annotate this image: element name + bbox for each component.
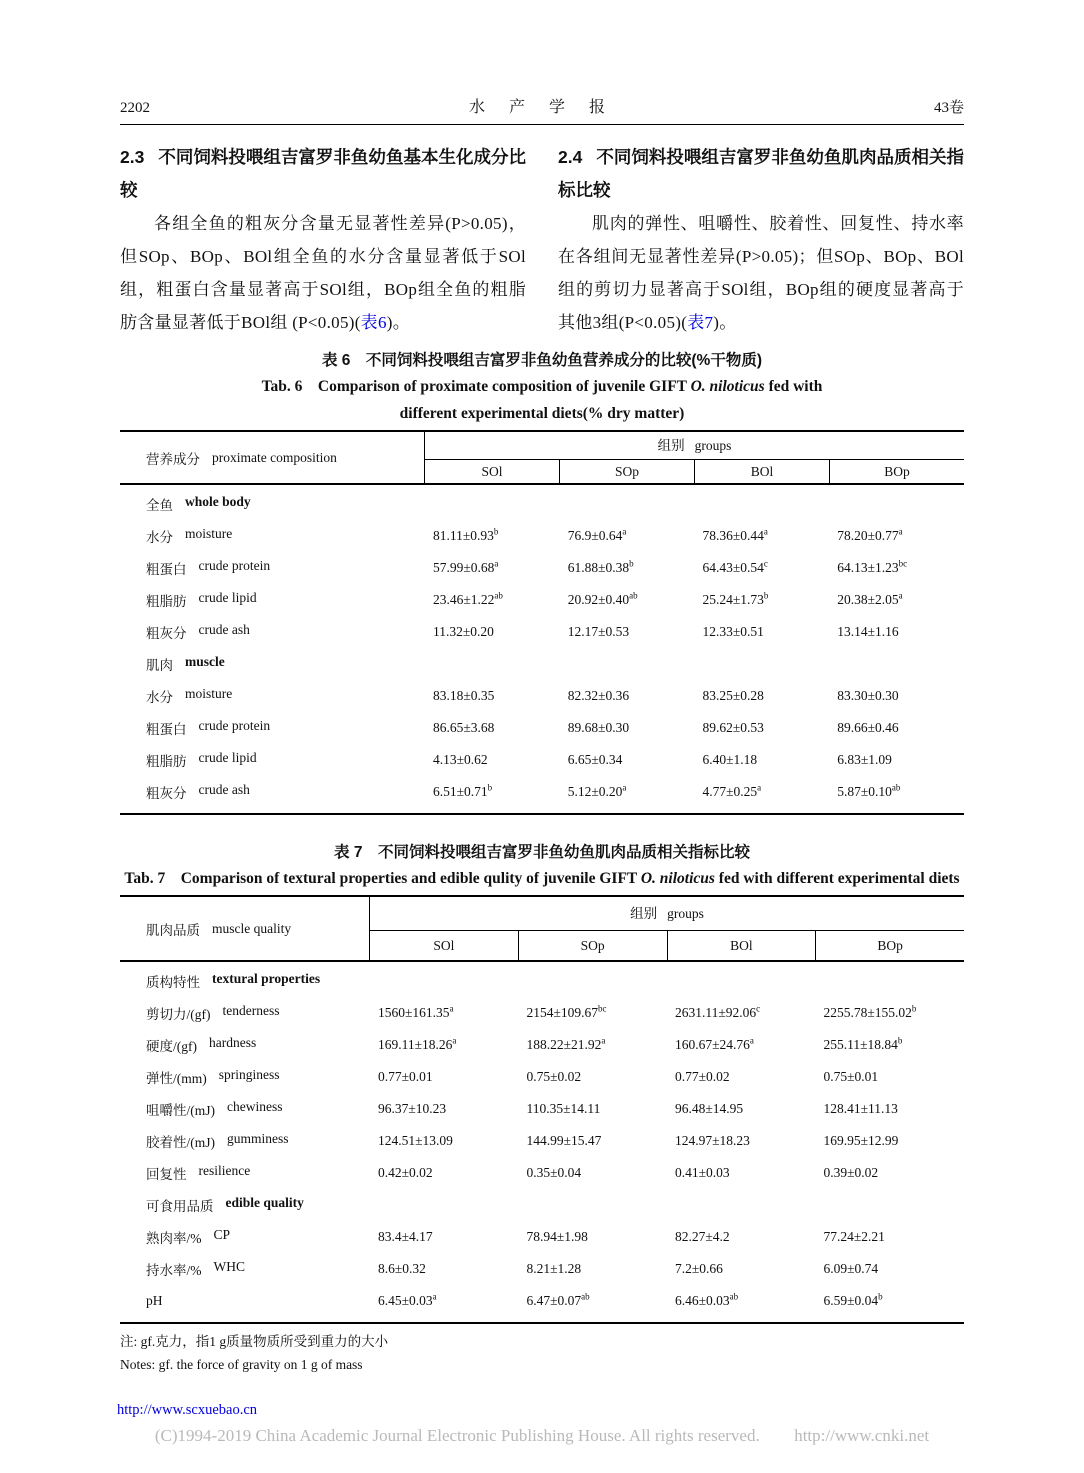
column-header: SOp (518, 931, 667, 960)
row-label (120, 1003, 370, 1023)
cell-value: 96.37±10.23 (378, 1101, 447, 1116)
cell-value: 11.32±0.20 (433, 624, 494, 639)
groups-label-zh: 组别 (630, 906, 658, 921)
table-section-row (120, 488, 964, 520)
row-label (120, 1131, 370, 1151)
row-label (120, 494, 425, 514)
row-label-en: crude lipid (198, 750, 257, 765)
table-row (120, 1061, 964, 1093)
cell-value: 78.94±1.98 (526, 1229, 588, 1244)
table7-body (120, 962, 964, 1324)
section-title: 不同饲料投喂组吉富罗非鱼幼鱼基本生化成分比较 (120, 147, 526, 200)
cell-value: 0.39±0.02 (823, 1165, 879, 1180)
species-name: O. niloticus (690, 378, 765, 395)
row-label (120, 750, 425, 770)
cell-value: 76.9±0.64$^a$ (567, 526, 627, 543)
stub-label-zh: 营养成分 (146, 451, 200, 467)
section-title: 不同饲料投喂组吉富罗非鱼幼鱼肌肉品质相关指标比较 (558, 147, 964, 200)
cell-value: 64.13±1.23$^{bc}$ (837, 558, 908, 575)
cell-value: 110.35±14.11 (526, 1101, 601, 1116)
column-header: BOp (815, 931, 964, 960)
cell-value: 2255.78±155.02$^b$ (823, 1003, 917, 1020)
section-2-4-paragraph (558, 207, 964, 339)
table-row (120, 776, 964, 808)
cell-value: 23.46±1.22$^{ab}$ (433, 590, 503, 607)
stub-label-en: proximate composition (212, 449, 337, 465)
row-label (120, 1035, 370, 1055)
cell-value: 57.99±0.68$^a$ (433, 558, 499, 575)
row-label (120, 654, 425, 674)
cell-value: 0.77±0.02 (675, 1069, 730, 1084)
section-number: 2.4 (558, 147, 583, 167)
cell-value: 83.30±0.30 (837, 688, 899, 703)
column-header: SOp (559, 460, 694, 483)
cell-value: 0.75±0.02 (526, 1069, 582, 1084)
row-label (120, 718, 425, 738)
cell-value: 83.25±0.28 (702, 688, 764, 703)
table6-column-headers (425, 460, 964, 483)
section-2-3-paragraph (120, 207, 526, 339)
table-row (120, 712, 964, 744)
row-label (120, 590, 425, 610)
table7 (120, 895, 964, 1324)
table-section-row (120, 648, 964, 680)
title-text: Tab. 6 Comparison of proximate composition of juvenile GIFT (261, 378, 691, 395)
row-label-zh: 粗脂肪 (146, 594, 187, 609)
row-label-en: moisture (185, 686, 233, 701)
cell-value: 0.35±0.04 (526, 1165, 582, 1180)
row-label-zh: 水分 (146, 530, 173, 545)
paragraph-text: 肌肉的弹性、咀嚼性、胶着性、回复性、持水率在各组间无显著性差异(P>0.05)；但SOp、BOp、BOl组的剪切力显著高于SOl组，BOp组的硬度显著高于其他3组(P<0.05)( (558, 214, 964, 332)
cell-value: 6.47±0.07$^{ab}$ (526, 1291, 590, 1308)
cell-value: 2631.11±92.06$^c$ (675, 1003, 761, 1020)
table7-crossref-link[interactable]: 表7 (687, 313, 714, 332)
row-label-zh: 可食用品质 (146, 1199, 214, 1214)
cell-value: 20.92±0.40$^{ab}$ (567, 590, 638, 607)
cell-value: 89.68±0.30 (567, 720, 630, 735)
cnki-link[interactable]: http://www.cnki.net (794, 1426, 930, 1445)
cell-value: 61.88±0.38$^b$ (567, 558, 634, 575)
cell-value: 0.41±0.03 (675, 1165, 730, 1180)
cell-value: 6.40±1.18 (702, 752, 758, 767)
cell-value: 81.11±0.93$^b$ (433, 526, 499, 543)
table-row (120, 552, 964, 584)
row-label-en: resilience (198, 1163, 251, 1178)
table6-groups-header (425, 432, 964, 460)
row-label-en: textural properties (212, 971, 321, 986)
paragraph-text: )。 (386, 313, 411, 332)
section-heading-2-3 (120, 141, 526, 207)
row-label-en: WHC (213, 1259, 245, 1274)
row-label-en: whole body (185, 494, 251, 509)
table-row (120, 1157, 964, 1189)
table-row (120, 744, 964, 776)
cell-value: 5.12±0.20$^a$ (567, 782, 627, 799)
cell-value: 96.48±14.95 (675, 1101, 744, 1116)
cell-value: 124.97±18.23 (675, 1133, 750, 1148)
table-row (120, 1253, 964, 1285)
copyright-line (0, 1426, 1084, 1446)
column-header: SOl (433, 938, 455, 953)
cell-value: 89.62±0.53 (702, 720, 764, 735)
table6 (120, 430, 964, 815)
volume-label: 43卷 (933, 100, 964, 116)
cell-value: 7.2±0.66 (675, 1261, 723, 1276)
row-label-en: crude protein (198, 558, 271, 573)
table-row (120, 520, 964, 552)
row-label-en: springiness (218, 1067, 280, 1082)
row-label-zh: 回复性 (146, 1167, 187, 1182)
table7-notes (120, 1330, 964, 1376)
cell-value: 77.24±2.21 (823, 1229, 885, 1244)
row-label-zh: 粗蛋白 (146, 722, 187, 737)
groups-label-en: groups (667, 906, 704, 921)
row-label-zh: 剪切力/(gf) (146, 1007, 211, 1022)
cell-value: 6.65±0.34 (567, 752, 623, 767)
running-head (120, 94, 964, 125)
table-row (120, 1093, 964, 1125)
row-label-en: tenderness (222, 1003, 280, 1018)
table7-groups-header (370, 897, 964, 931)
table6-title-en-line1 (120, 373, 964, 400)
cell-value: 6.83±1.09 (837, 752, 892, 767)
cell-value: 12.17±0.53 (567, 624, 630, 639)
cell-value: 160.67±24.76$^a$ (675, 1035, 754, 1052)
row-label-zh: 粗灰分 (146, 626, 187, 641)
cell-value: 6.46±0.03$^{ab}$ (675, 1291, 739, 1308)
cell-value: 82.27±4.2 (675, 1229, 730, 1244)
groups-label-zh: 组别 (657, 438, 685, 453)
row-label (120, 1227, 370, 1247)
table-row (120, 997, 964, 1029)
cell-value: 12.33±0.51 (702, 624, 764, 639)
cell-value: 4.77±0.25$^a$ (702, 782, 762, 799)
table6-crossref-link[interactable]: 表6 (360, 313, 387, 332)
cell-value: 64.43±0.54$^c$ (702, 558, 768, 575)
cell-value: 4.13±0.62 (433, 752, 488, 767)
page-number: 2202 (120, 100, 150, 116)
row-label-en: gumminess (227, 1131, 289, 1146)
table7-column-headers (370, 931, 964, 960)
table6-title-zh: 表 6 不同饲料投喂组吉富罗非鱼幼鱼营养成分的比较(%干物质) (321, 352, 763, 369)
column-header: BOl (694, 460, 829, 483)
row-label-zh: 硬度/(gf) (146, 1039, 197, 1054)
row-label (120, 1163, 370, 1183)
row-label-zh: 全鱼 (146, 498, 173, 513)
cell-value: 20.38±2.05$^a$ (837, 590, 903, 607)
cell-value: 78.20±0.77$^a$ (837, 526, 903, 543)
row-label (120, 1099, 370, 1119)
row-label-zh: pH (146, 1293, 163, 1308)
cell-value: 83.4±4.17 (378, 1229, 433, 1244)
table-row (120, 584, 964, 616)
cell-value: 188.22±21.92$^a$ (526, 1035, 606, 1052)
cell-value: 78.36±0.44$^a$ (702, 526, 768, 543)
row-label-zh: 弹性/(mm) (146, 1071, 207, 1086)
species-name: O. niloticus (640, 870, 715, 887)
row-label (120, 1293, 370, 1309)
cell-value: 169.95±12.99 (823, 1133, 899, 1148)
row-label-en: crude ash (198, 622, 250, 637)
paragraph-text: 各组全鱼的粗灰分含量无显著性差异(P>0.05)，但SOp、BOp、BOl组全鱼的水分含量显著低于SOl组，粗蛋白含量显著高于SOl组，BOp组全鱼的粗脂肪含量显著低于BOl组 (P<0.05)( (120, 214, 526, 332)
cell-value: 128.41±11.13 (823, 1101, 898, 1116)
row-label (120, 1259, 370, 1279)
cell-value: 255.11±18.84$^b$ (823, 1035, 903, 1052)
cell-value: 89.66±0.46 (837, 720, 899, 735)
right-column (558, 141, 964, 339)
cell-value: 6.45±0.03$^a$ (378, 1291, 437, 1308)
cell-value: 8.6±0.32 (378, 1261, 426, 1276)
table6-body (120, 485, 964, 815)
cell-value: 1560±161.35$^a$ (378, 1003, 454, 1020)
groups-label-en: groups (694, 438, 732, 453)
stub-label-zh: 肌肉品质 (146, 922, 200, 938)
cell-value: 144.99±15.47 (526, 1133, 602, 1148)
table-row (120, 1125, 964, 1157)
table-row (120, 616, 964, 648)
table6-title-en-line2: different experimental diets(% dry matter) (399, 405, 685, 422)
row-label (120, 622, 425, 642)
table-row (120, 680, 964, 712)
row-label-zh: 胶着性/(mJ) (146, 1135, 215, 1150)
row-label-zh: 粗蛋白 (146, 562, 187, 577)
row-label-en: crude ash (198, 782, 250, 797)
section-heading-2-4 (558, 141, 964, 207)
section-number: 2.3 (120, 147, 145, 167)
column-header: BOl (667, 931, 816, 960)
cell-value: 8.21±1.28 (526, 1261, 582, 1276)
cell-value: 0.42±0.02 (378, 1165, 433, 1180)
table7-stub-header (120, 897, 370, 960)
journal-title: 水 产 学 报 (468, 99, 615, 116)
paragraph-text: )。 (713, 313, 737, 332)
cell-value: 6.59±0.04$^b$ (823, 1291, 883, 1308)
row-label-zh: 肌肉 (146, 658, 173, 673)
table6-header (120, 430, 964, 485)
column-header: BOp (829, 460, 964, 483)
column-header: SOl (481, 464, 503, 479)
row-label-zh: 咀嚼性/(mJ) (146, 1103, 215, 1118)
row-label-en: crude protein (198, 718, 271, 733)
table7-header (120, 895, 964, 962)
table-row (120, 1029, 964, 1061)
scxuebao-link[interactable]: http://www.scxuebao.cn (117, 1402, 258, 1418)
cell-value: 82.32±0.36 (567, 688, 630, 703)
table-section-row (120, 965, 964, 997)
title-text: Tab. 7 Comparison of textural properties and edible qulity of juvenile GIFT (124, 870, 641, 887)
cell-value: 2154±109.67$^{bc}$ (526, 1003, 607, 1020)
row-label (120, 782, 425, 802)
row-label-zh: 熟肉率/% (146, 1231, 202, 1246)
table7-title-en (120, 865, 964, 892)
row-label-en: CP (213, 1227, 231, 1242)
cell-value: 0.77±0.01 (378, 1069, 433, 1084)
title-text: fed with different experimental diets (714, 870, 960, 887)
row-label-en: moisture (185, 526, 233, 541)
row-label (120, 1195, 370, 1215)
row-label-en: muscle (185, 654, 225, 669)
cell-value: 13.14±1.16 (837, 624, 899, 639)
two-column-body (120, 141, 964, 339)
cell-value: 6.09±0.74 (823, 1261, 879, 1276)
table-section-row (120, 1189, 964, 1221)
row-label-zh: 粗灰分 (146, 786, 187, 801)
row-label-zh: 质构特性 (146, 975, 200, 990)
table6-stub-header (120, 432, 425, 483)
cell-value: 0.75±0.01 (823, 1069, 879, 1084)
cell-value: 5.87±0.10$^{ab}$ (837, 782, 901, 799)
row-label-zh: 水分 (146, 690, 173, 705)
note-zh: 注: gf.克力，指1 g质量物质所受到重力的大小 (120, 1334, 389, 1349)
table-row (120, 1221, 964, 1253)
row-label-en: edible quality (225, 1195, 304, 1210)
row-label (120, 1067, 370, 1087)
row-label-en: chewiness (227, 1099, 283, 1114)
cell-value: 25.24±1.73$^b$ (702, 590, 769, 607)
cell-value: 169.11±18.26$^a$ (378, 1035, 457, 1052)
row-label (120, 526, 425, 546)
row-label-zh: 粗脂肪 (146, 754, 187, 769)
row-label (120, 686, 425, 706)
cell-value: 86.65±3.68 (433, 720, 495, 735)
cell-value: 124.51±13.09 (378, 1133, 453, 1148)
row-label (120, 558, 425, 578)
row-label-en: crude lipid (198, 590, 257, 605)
row-label (120, 971, 370, 991)
stub-label-en: muscle quality (212, 920, 292, 936)
title-text: fed with (764, 378, 823, 395)
row-label-zh: 持水率/% (146, 1263, 202, 1278)
table-row (120, 1285, 964, 1317)
row-label-en: hardness (209, 1035, 257, 1050)
note-en: Notes: gf. the force of gravity on 1 g of mass (120, 1357, 363, 1372)
left-column (120, 141, 526, 339)
copyright-text: (C)1994-2019 China Academic Journal Electronic Publishing House. All rights reserved. (154, 1426, 760, 1445)
cell-value: 83.18±0.35 (433, 688, 495, 703)
table7-title-zh: 表 7 不同饲料投喂组吉富罗非鱼幼鱼肌肉品质相关指标比较 (334, 844, 750, 861)
cell-value: 6.51±0.71$^b$ (433, 782, 493, 799)
